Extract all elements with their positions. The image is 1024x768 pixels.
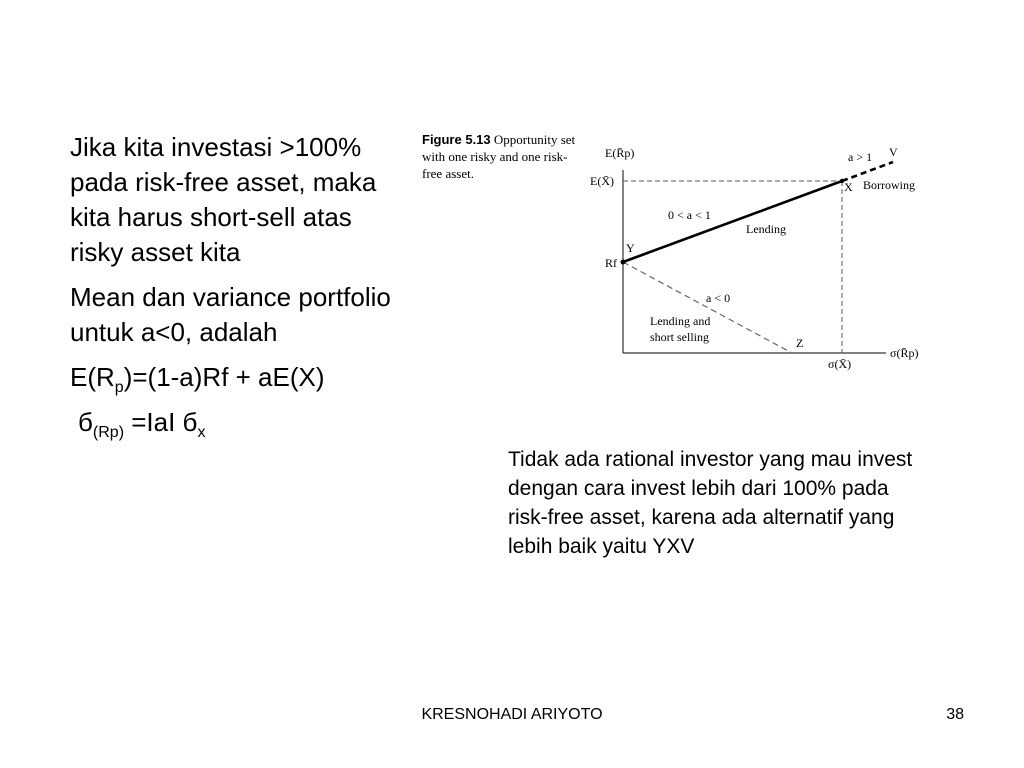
eq2-subscript-rp: (Rp)	[92, 424, 125, 441]
zero-a-one-label: 0 < a < 1	[668, 208, 711, 222]
x-point-label: X	[844, 180, 853, 194]
figure-caption-text: Opportunity set with one risky and one risk-free asset.	[422, 132, 576, 181]
eq1-part-a: E(R	[70, 362, 115, 392]
eq2-part-b: =IaI б	[124, 407, 198, 437]
eq1-subscript: p	[114, 379, 124, 396]
lending-label: Lending	[746, 222, 786, 236]
eq2-part-a: б	[78, 407, 93, 437]
conclusion-note: Tidak ada rational investor yang mau invest dengan cara invest lebih dari 100% pada risk-free asset, karena ada alternatif yang lebih baik yaitu YXV	[508, 448, 913, 558]
point-rf	[621, 260, 626, 265]
paragraph-short-sell: Jika kita investasi >100% pada risk-free asset, maka kita harus short-sell atas risky asset kita	[70, 132, 377, 267]
a-lt-0-label: a < 0	[706, 291, 731, 305]
figure-caption-label: Figure 5.13	[422, 132, 491, 147]
v-label: V	[889, 145, 898, 159]
paragraph-mean-variance: Mean dan variance portfolio untuk a<0, adalah	[70, 282, 391, 347]
sigma-x-label: σ(X̄)	[828, 357, 852, 371]
opportunity-set-diagram	[418, 125, 938, 380]
lending-line	[623, 181, 842, 262]
y-axis-label: E(R̄p)	[605, 146, 635, 160]
lending-short-label-2: short selling	[650, 330, 709, 344]
y-point-label: Y	[626, 241, 635, 255]
equation-expected-return	[70, 360, 410, 395]
equation-std-dev	[70, 405, 410, 440]
footer-author: KRESNOHADI ARIYOTO	[421, 706, 603, 723]
page-number: 38	[946, 706, 964, 723]
eq1-part-b: )=(1-a)Rf + aE(X)	[123, 362, 325, 392]
main-text-column	[70, 130, 410, 450]
eq2-subscript-x: x	[197, 424, 206, 441]
rf-label: Rf	[605, 256, 617, 270]
z-label: Z	[796, 336, 804, 350]
ex-label: E(X̄)	[590, 174, 614, 188]
borrowing-label: Borrowing	[863, 178, 915, 192]
x-axis-label: σ(R̄p)	[890, 346, 919, 360]
a-gt-1-label: a > 1	[848, 150, 873, 164]
lending-short-label-1: Lending and	[650, 314, 711, 328]
